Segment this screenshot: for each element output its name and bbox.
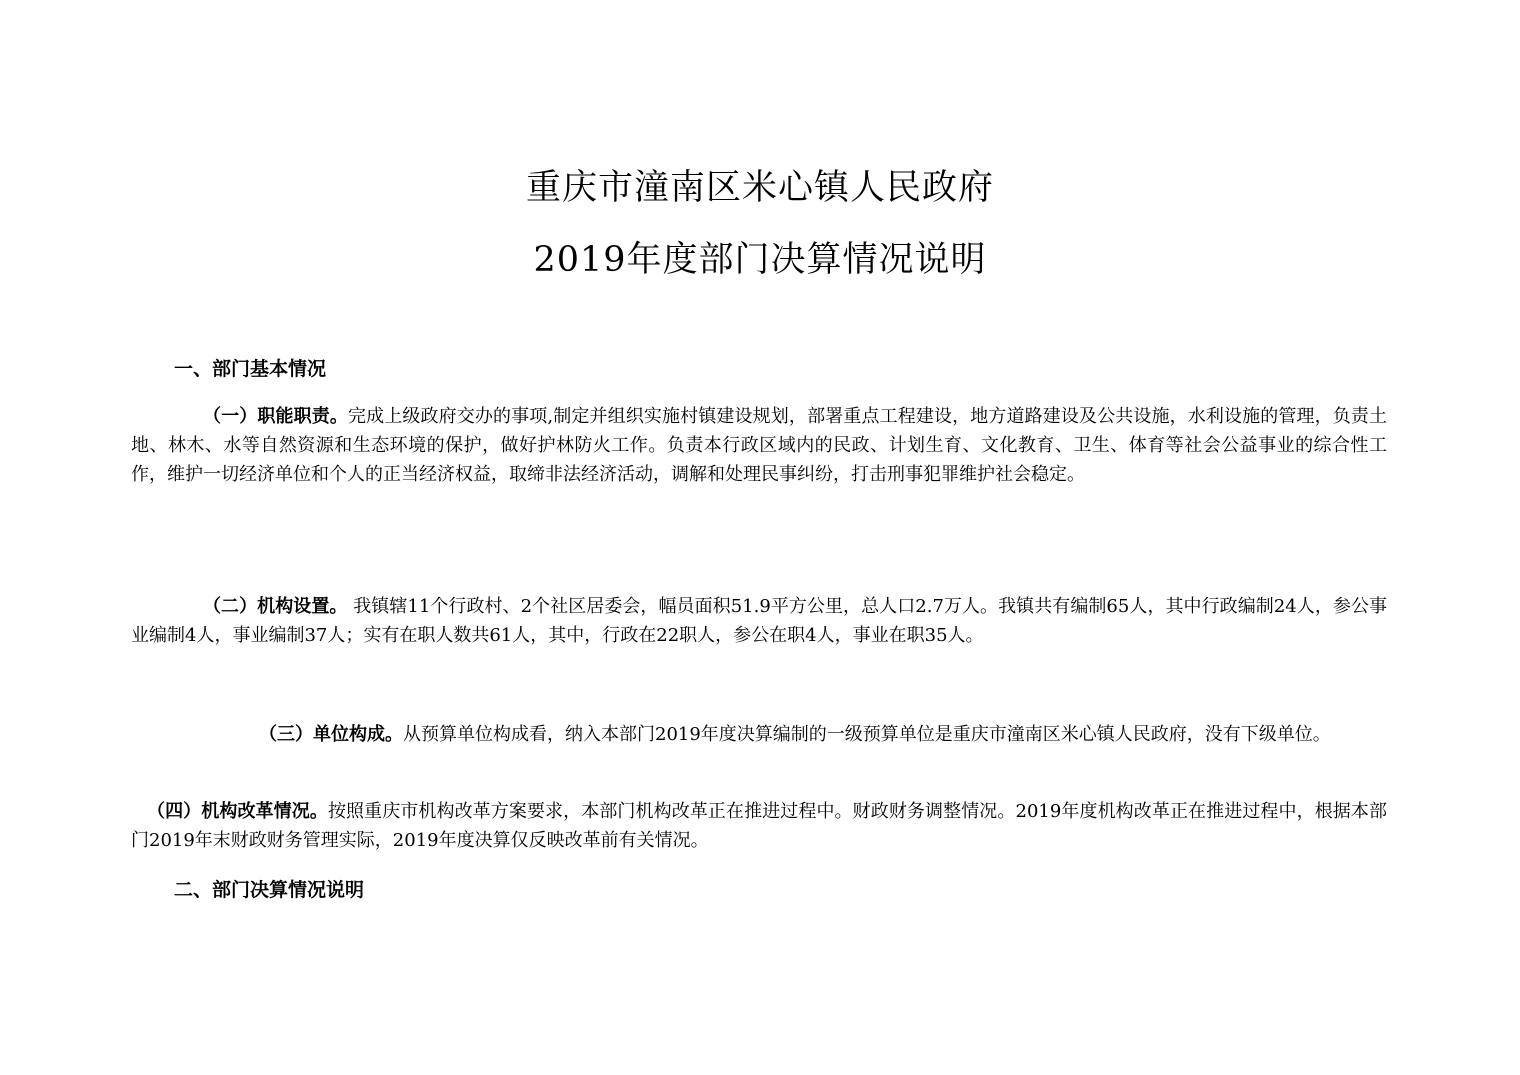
paragraph-text: 我镇辖11个行政村、2个社区居委会，幅员面积51.9平方公里，总人口2.7万人。我镇共有编制65人，其中行政编制24人，参公事业编制4人，事业编制37人；实有在职人数共61人，其中，行政在22职人，参公在职4人，事业在职35人。 [131, 596, 1387, 646]
paragraph-organization [131, 592, 1387, 650]
section-heading-final-accounts: 二、部门决算情况说明 [174, 879, 365, 901]
paragraph-lead: （四）机构改革情况。 [147, 801, 328, 822]
paragraph-text: 按照重庆市机构改革方案要求，本部门机构改革正在推进过程中。财政财务调整情况。2019年度机构改革正在推进过程中，根据本部门2019年末财政财务管理实际，2019年度决算仅反映改革前有关情况。 [131, 801, 1387, 851]
paragraph-reform [131, 797, 1387, 855]
paragraph-functions [131, 402, 1387, 489]
document-title-line2: 2019年度部门决算情况说明 [533, 240, 987, 280]
paragraph-text: 完成上级政府交办的事项,制定并组织实施村镇建设规划，部署重点工程建设，地方道路建设及公共设施，水利设施的管理，负责土地、林木、水等自然资源和生态环境的保护，做好护林防火工作。负责本行政区域内的民政、计划生育、文化教育、卫生、体育等社会公益事业的综合性工作，维护一切经济单位和个人的正当经济权益，取缔非法经济活动，调解和处理民事纠纷，打击刑事犯罪维护社会稳定。 [131, 406, 1388, 485]
paragraph-lead: （一）职能职责。 [203, 406, 349, 427]
document-title-line1: 重庆市潼南区米心镇人民政府 [525, 168, 994, 208]
section-heading-basic-info: 一、部门基本情况 [174, 358, 327, 380]
paragraph-lead: （二）机构设置。 [203, 596, 348, 617]
paragraph-unit-composition [131, 720, 1387, 749]
paragraph-text: 从预算单位构成看，纳入本部门2019年度决算编制的一级预算单位是重庆市潼南区米心镇人民政府，没有下级单位。 [403, 724, 1331, 745]
paragraph-lead: （三）单位构成。 [259, 724, 403, 745]
